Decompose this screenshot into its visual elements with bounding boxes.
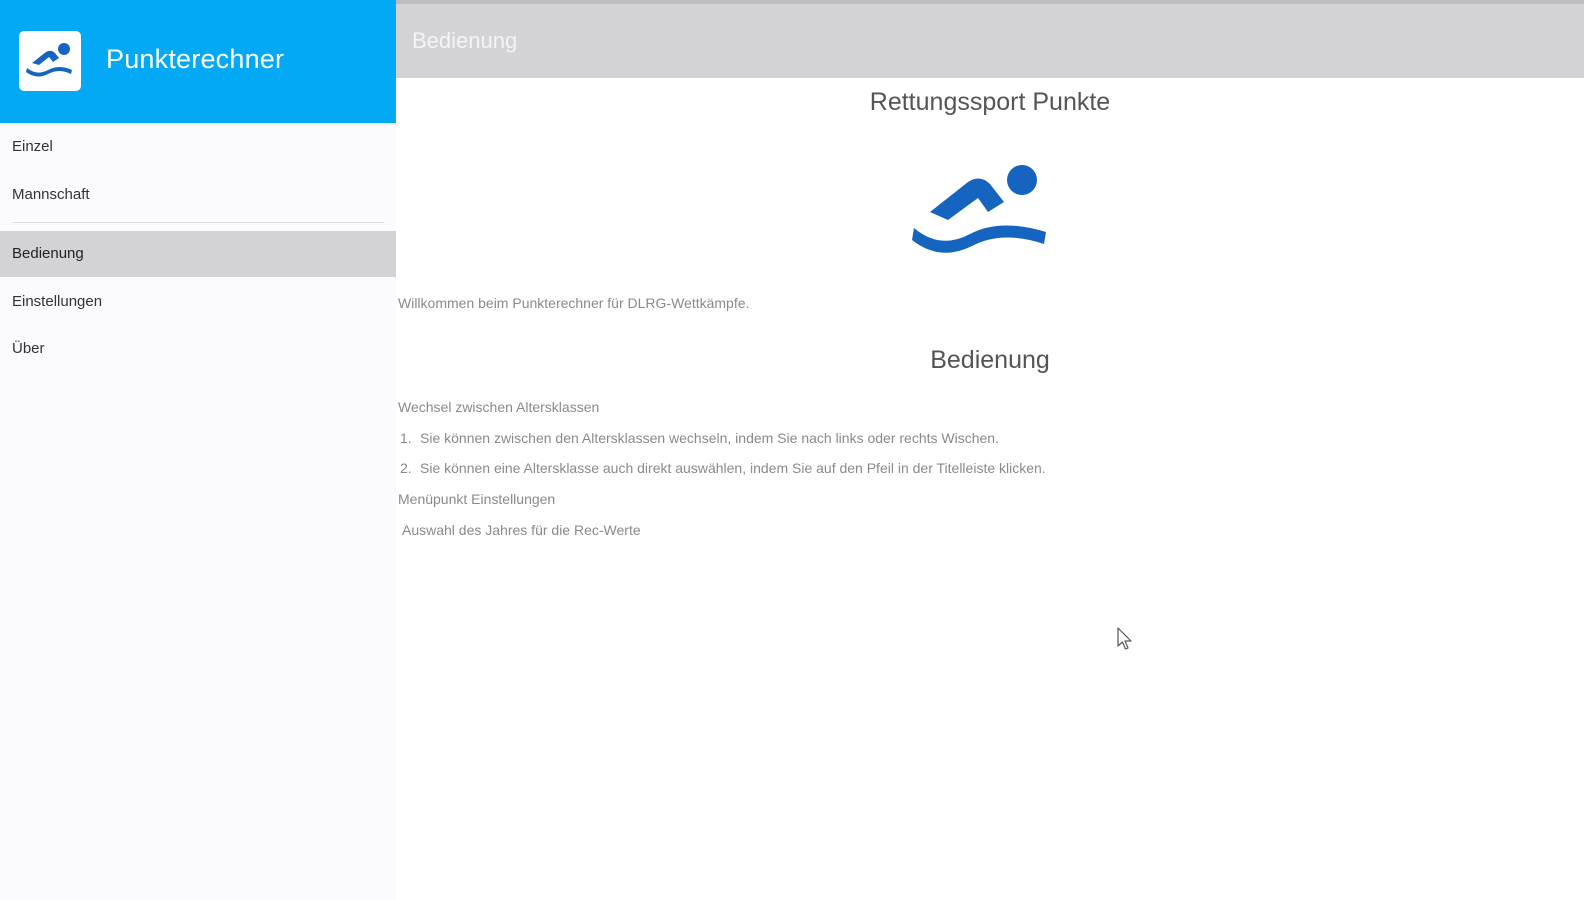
subsection-text-einstellungen: Auswahl des Jahres für die Rec-Werte	[402, 522, 641, 538]
hero-swimmer	[912, 162, 1048, 259]
list-text: Sie können zwischen den Altersklassen wechseln, indem Sie nach links oder rechts Wischen.	[420, 430, 999, 446]
section-heading: Bedienung	[930, 346, 1050, 374]
mouse-cursor-icon	[1117, 627, 1135, 658]
drawer-item-einzel[interactable]: Einzel	[12, 138, 53, 155]
list-item	[400, 430, 999, 446]
list-text: Sie können eine Altersklasse auch direkt auswählen, indem Sie auf den Pfeil in der Titelleiste klicken.	[420, 460, 1046, 476]
drawer-item-mannschaft[interactable]: Mannschaft	[12, 186, 90, 203]
appbar-title: Bedienung	[412, 28, 518, 53]
subsection-heading-altersklassen: Wechsel zwischen Altersklassen	[398, 399, 600, 415]
list-number: 2.	[400, 460, 412, 476]
list-number: 1.	[400, 430, 412, 446]
subsection-heading-einstellungen: Menüpunkt Einstellungen	[398, 491, 556, 507]
swimmer-icon	[912, 162, 1048, 254]
welcome-text: Willkommen beim Punkterechner für DLRG-Wettkämpfe.	[398, 295, 750, 311]
drawer-header	[0, 0, 396, 123]
app-bar	[396, 0, 1584, 78]
content-area[interactable]	[396, 78, 1584, 900]
list-item	[400, 460, 1046, 476]
app-logo	[19, 31, 81, 91]
swimmer-icon	[24, 38, 76, 84]
page-heading: Rettungssport Punkte	[869, 88, 1111, 116]
navigation-drawer	[0, 0, 397, 900]
drawer-item-bedienung[interactable]: Bedienung	[0, 231, 396, 277]
drawer-divider	[12, 222, 384, 223]
app-title: Punkterechner	[106, 44, 285, 74]
drawer-item-ueber[interactable]: Über	[12, 340, 45, 357]
drawer-item-einstellungen[interactable]: Einstellungen	[12, 293, 103, 310]
